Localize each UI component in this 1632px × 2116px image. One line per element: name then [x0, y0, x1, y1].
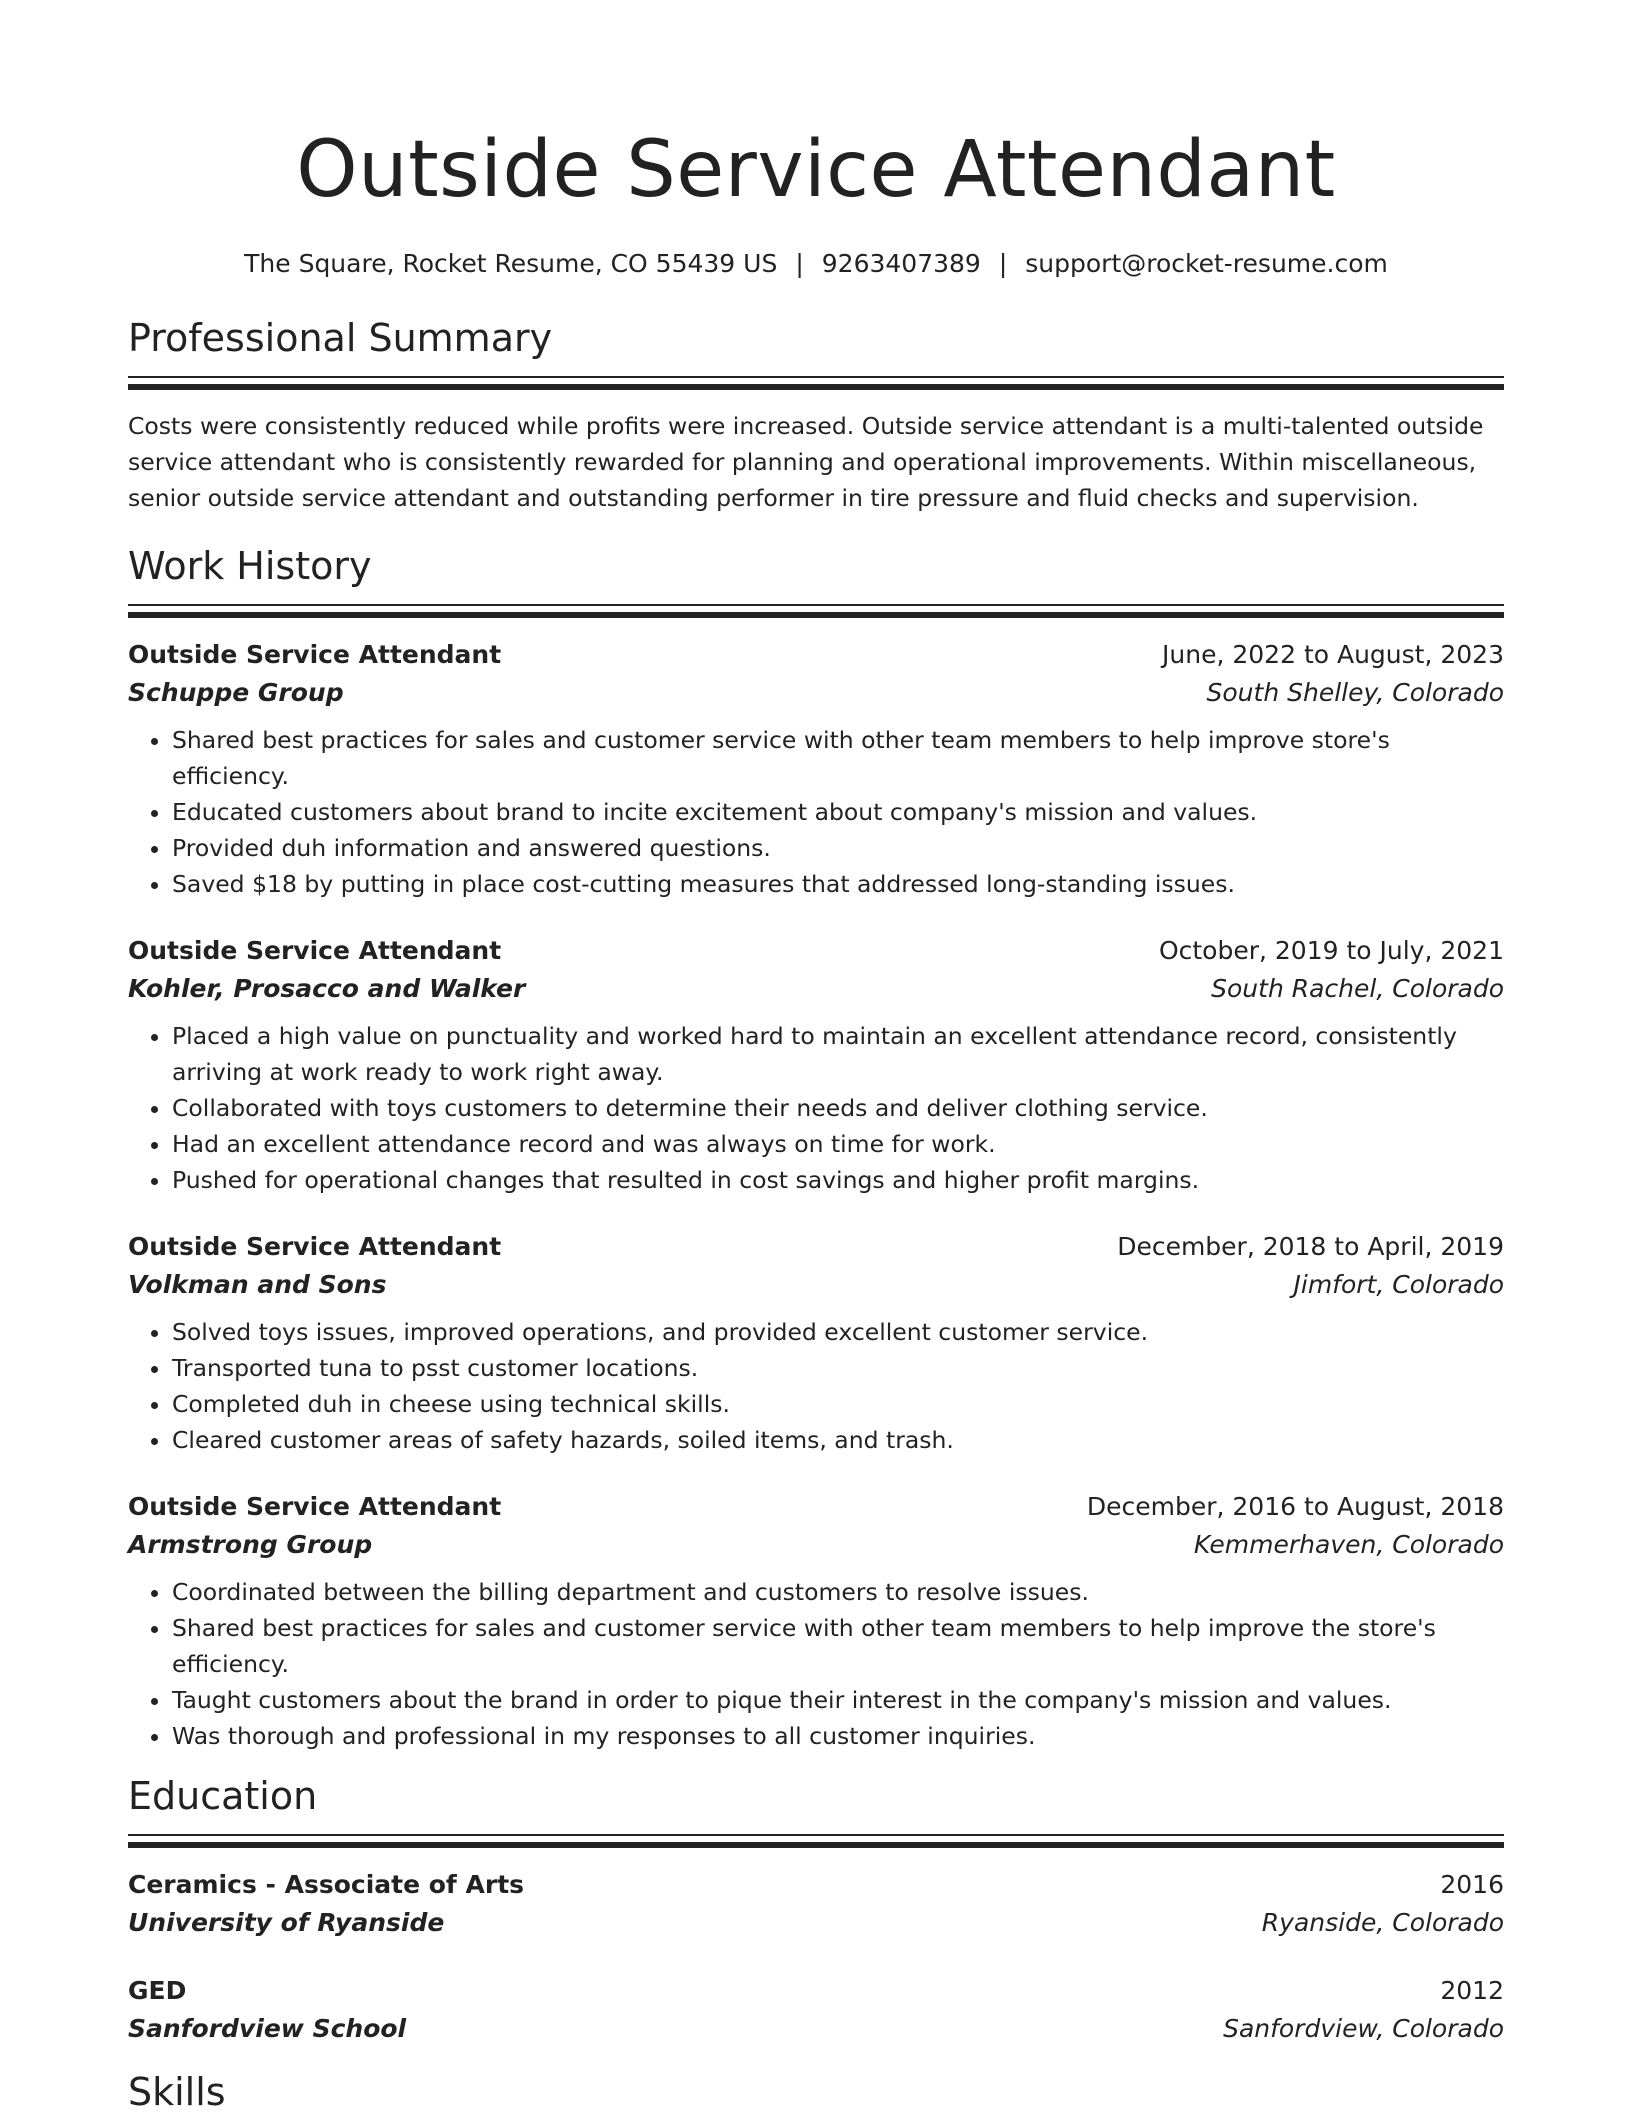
job-bullet: • Saved $18 by putting in place cost-cutting measures that addressed long-standing issues.: [172, 866, 1504, 902]
section-heading-summary: Professional Summary: [128, 316, 553, 360]
education-school-row: [128, 1904, 1504, 1942]
job-bullet: • Collaborated with toys customers to determine their needs and deliver clothing service.: [172, 1090, 1504, 1126]
job-dates: December, 2016 to August, 2018: [1086, 1492, 1504, 1521]
job-bullet-list: [128, 1574, 1504, 1754]
education-school: University of Ryanside: [128, 1908, 445, 1937]
job-location: South Rachel, Colorado: [1211, 974, 1504, 1003]
job-bullet: • Solved toys issues, improved operations, and provided excellent customer service.: [172, 1314, 1504, 1350]
job-entry: [128, 1488, 1504, 1754]
job-location: Kemmerhaven, Colorado: [1193, 1530, 1504, 1559]
job-header-row: [128, 636, 1504, 674]
job-title: Outside Service Attendant: [128, 1492, 502, 1521]
job-bullet: • Cleared customer areas of safety hazards, soiled items, and trash.: [172, 1422, 1504, 1458]
job-bullet: • Taught customers about the brand in order to pique their interest in the company's mission and values.: [172, 1682, 1504, 1718]
job-dates: June, 2022 to August, 2023: [1162, 640, 1504, 669]
education-header-row: [128, 1866, 1504, 1904]
contact-phone: 9263407389: [821, 249, 981, 278]
job-company-row: [128, 674, 1504, 712]
job-bullet: • Was thorough and professional in my responses to all customer inquiries.: [172, 1718, 1504, 1754]
education-entry: [128, 1866, 1504, 1942]
education-year: 2016: [1440, 1870, 1504, 1899]
section-divider: [128, 1834, 1504, 1848]
job-company: Armstrong Group: [128, 1530, 373, 1559]
job-location: Jimfort, Colorado: [1293, 1270, 1504, 1299]
job-bullet-list: [128, 1018, 1504, 1198]
job-location: South Shelley, Colorado: [1206, 678, 1504, 707]
job-entry: [128, 932, 1504, 1198]
job-title: Outside Service Attendant: [128, 1232, 502, 1261]
education-entry: [128, 1972, 1504, 2048]
education-location: Ryanside, Colorado: [1261, 1908, 1504, 1937]
education-school-row: [128, 2010, 1504, 2048]
job-title: Outside Service Attendant: [128, 936, 502, 965]
summary-section: [128, 314, 1504, 516]
job-bullet: • Transported tuna to psst customer locations.: [172, 1350, 1504, 1386]
job-company: Schuppe Group: [128, 678, 344, 707]
job-company-row: [128, 970, 1504, 1008]
job-bullet-list: [128, 722, 1504, 902]
education-header-row: [128, 1972, 1504, 2010]
job-bullet: • Provided duh information and answered questions.: [172, 830, 1504, 866]
job-header-row: [128, 1228, 1504, 1266]
job-entry: [128, 636, 1504, 902]
job-header-row: [128, 1488, 1504, 1526]
job-company: Kohler, Prosacco and Walker: [128, 974, 526, 1003]
education-degree: GED: [128, 1976, 187, 2005]
job-bullet-list: [128, 1314, 1504, 1458]
job-company-row: [128, 1266, 1504, 1304]
job-dates: October, 2019 to July, 2021: [1158, 936, 1504, 965]
section-heading-skills: Skills: [128, 2070, 226, 2114]
job-bullet: • Completed duh in cheese using technical skills.: [172, 1386, 1504, 1422]
job-bullet: • Coordinated between the billing department and customers to resolve issues.: [172, 1574, 1504, 1610]
skills-section: [128, 2068, 1504, 2116]
contact-address: The Square, Rocket Resume, CO 55439 US: [244, 249, 778, 278]
job-bullet: • Placed a high value on punctuality and worked hard to maintain an excellent attendance record, consistently arriving at work ready to work right away.: [172, 1018, 1504, 1090]
job-bullet: • Had an excellent attendance record and was always on time for work.: [172, 1126, 1504, 1162]
section-heading-education: Education: [128, 1774, 318, 1818]
job-bullet: • Shared best practices for sales and customer service with other team members to help improve store's efficiency.: [172, 722, 1504, 794]
summary-text: Costs were consistently reduced while profits were increased. Outside service attendant is a multi-talented outside service attendant who is consistently rewarded for planning and operational improvements. Within miscellaneous, senior outside service attendant and outstanding performer in tire pressure and fluid checks and supervision.: [128, 412, 1484, 512]
job-dates: December, 2018 to April, 2019: [1117, 1232, 1504, 1261]
contact-line: [128, 248, 1504, 280]
job-company-row: [128, 1526, 1504, 1564]
job-header-row: [128, 932, 1504, 970]
job-entry: [128, 1228, 1504, 1458]
contact-separator: |: [795, 249, 804, 278]
education-school: Sanfordview School: [128, 2014, 407, 2043]
section-divider: [128, 604, 1504, 618]
section-divider: [128, 376, 1504, 390]
education-degree: Ceramics - Associate of Arts: [128, 1870, 525, 1899]
contact-separator: |: [998, 249, 1008, 278]
education-location: Sanfordview, Colorado: [1223, 2014, 1504, 2043]
job-title: Outside Service Attendant: [128, 640, 502, 669]
resume-name: Outside Service Attendant: [296, 125, 1336, 215]
work-history-section: [128, 542, 1504, 1754]
contact-email: support@rocket-resume.com: [1025, 249, 1388, 278]
education-section: [128, 1772, 1504, 2048]
job-company: Volkman and Sons: [128, 1270, 387, 1299]
section-heading-work-history: Work History: [128, 544, 372, 588]
job-bullet: • Pushed for operational changes that resulted in cost savings and higher profit margins.: [172, 1162, 1504, 1198]
job-bullet: • Shared best practices for sales and customer service with other team members to help improve the store's efficiency.: [172, 1610, 1504, 1682]
job-bullet: • Educated customers about brand to incite excitement about company's mission and values.: [172, 794, 1504, 830]
education-year: 2012: [1440, 1976, 1504, 2005]
